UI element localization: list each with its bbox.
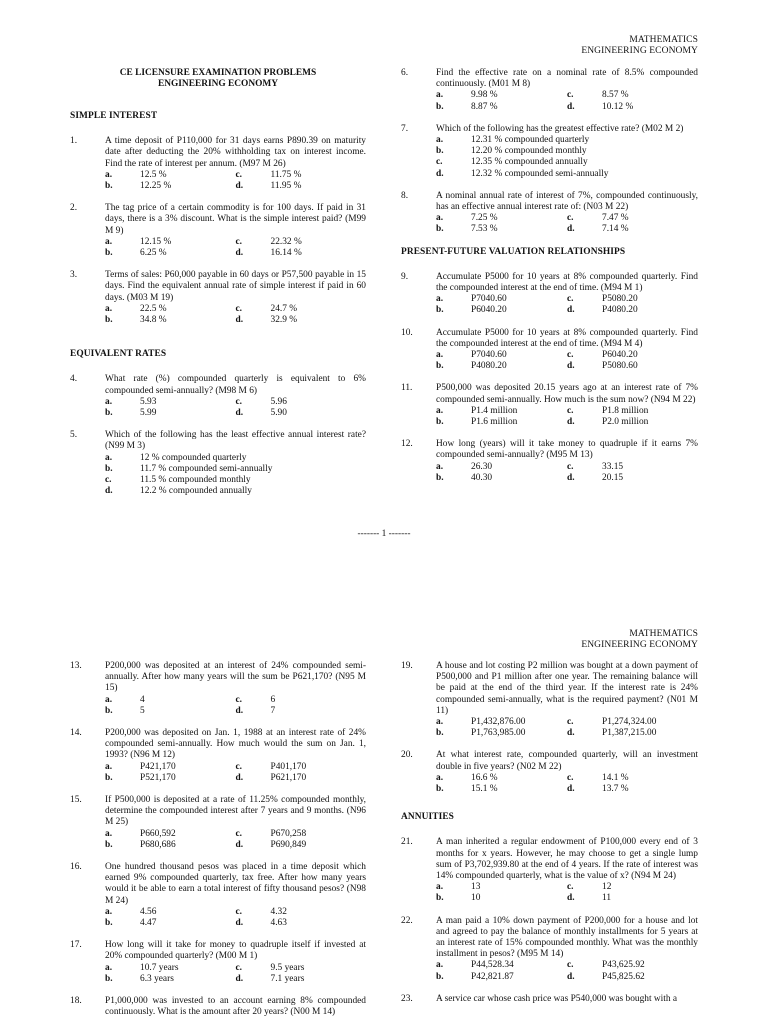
- problem-question: How long will it take for money to quadruple itself if invested at 20% compounded quarterly? (M00 M 1): [105, 940, 366, 962]
- choice-d: 13.7 %: [602, 784, 629, 795]
- choice-c: 24.7 %: [270, 303, 298, 314]
- header-subject: MATHEMATICS: [629, 35, 698, 45]
- choices: a. 12.15 % c. 22.32 % b. 6.25 % d. 16.14 %: [105, 236, 302, 259]
- problem-question: The tag price of a certain commodity is for 100 days. If paid in 31 days, there is a 3% discount. What is the simple interest paid? (M99 M 9): [105, 203, 366, 236]
- choice-a: 12.31 % compounded quarterly: [471, 135, 590, 146]
- choice-b: 8.87 %: [471, 101, 498, 112]
- problem-3: [70, 270, 366, 326]
- choice-b: P680,686: [140, 839, 176, 850]
- choice-b: 7.53 %: [471, 224, 498, 235]
- problem-question: A nominal annual rate of interest of 7%, compounded continuously, has an effective annual interest rate of: (N03 M 22): [436, 190, 698, 213]
- choice-d: 20.15: [602, 472, 624, 483]
- choices: a. 4 c. 6 b. 5 d. 7: [105, 694, 276, 716]
- problem-17: [70, 940, 366, 985]
- problem-question: At what interest rate, compounded quarterly, will an investment double in five years? (N02 M 22): [436, 750, 698, 772]
- problem-question: Find the effective rate on a nominal rate of 8.5% compounded continuously. (M01 M 8): [436, 68, 698, 90]
- problem-number: 12.: [401, 439, 413, 450]
- problem-number: 19.: [401, 661, 413, 671]
- problem-5: [70, 430, 366, 497]
- choice-b: 40.30: [471, 472, 493, 483]
- choice-c: 4.32: [270, 906, 287, 917]
- right-column: [401, 68, 698, 495]
- choices: a. P7040.60 c. P6040.20 b. P4080.20 d. P5080.60: [436, 350, 638, 372]
- choices: a. P44,528.34 c. P43,625.92 b. P42,821.87 d. P45,825.62: [436, 960, 645, 982]
- choice-a: 4: [140, 694, 145, 705]
- choice-d: P4080.20: [602, 305, 638, 316]
- document-title: [70, 68, 366, 90]
- choices: a. P421,170 c. P401,170 b. P521,170 d. P621,170: [105, 761, 307, 783]
- section-simple-interest: SIMPLE INTEREST: [70, 111, 158, 121]
- problem-18: [70, 996, 366, 1018]
- choice-c: 9.5 years: [270, 962, 305, 973]
- left-column: [70, 661, 366, 1024]
- problem-number: 2.: [70, 203, 78, 214]
- choice-b: P6040.20: [471, 305, 507, 316]
- choice-b: 5: [140, 705, 145, 716]
- problem-question: A service car whose cash price was P540,000 was bought with a: [436, 993, 678, 1004]
- choice-c: 7.47 %: [602, 213, 629, 224]
- problem-number: 13.: [70, 661, 82, 671]
- choices: a. P1.4 million c. P1.8 million b. P1.6 million d. P2.0 million: [436, 405, 649, 428]
- choice-a: 13: [471, 882, 481, 893]
- problem-number: 3.: [70, 270, 78, 281]
- choice-c: P401,170: [270, 761, 307, 772]
- choice-b: P4080.20: [471, 361, 507, 372]
- section-equivalent-rates: EQUIVALENT RATES: [70, 349, 167, 360]
- choices: a. P7040.60 c. P5080.20 b. P6040.20 d. P4080.20: [436, 294, 638, 316]
- left-column: [70, 68, 366, 508]
- choice-d: P2.0 million: [602, 417, 649, 428]
- choice-d: 12.2 % compounded annually: [140, 486, 252, 497]
- choice-a: 4.56: [140, 906, 157, 917]
- problem-number: 6.: [401, 68, 409, 78]
- choices: a. 10.7 years c. 9.5 years b. 6.3 years d. 7.1 years: [105, 962, 305, 984]
- choice-c: 11.5 % compounded monthly: [140, 475, 251, 486]
- choice-b: P42,821.87: [471, 971, 514, 982]
- problem-number: 18.: [70, 996, 82, 1007]
- choice-b: 6.25 %: [140, 248, 167, 259]
- problem-9: [401, 272, 698, 317]
- title-line-1: CE LICENSURE EXAMINATION PROBLEMS: [119, 68, 317, 78]
- problem-question: A man inherited a regular endowment of P100,000 every end of 3 months for x years. However, he may choose to get a single lump sum of P3,702,939.80 at the end of 4 years. If the rate of interest was 14% compounded quarterly, what is the value of x? (N94 M 24): [436, 837, 698, 882]
- page-header: [581, 35, 698, 57]
- problem-11: [401, 383, 698, 428]
- choice-d: P621,170: [270, 772, 307, 783]
- choices: a. 4.56 c. 4.32 b. 4.47 d. 4.63: [105, 906, 287, 929]
- header-course: ENGINEERING ECONOMY: [581, 46, 698, 56]
- choices: a. 7.25 % c. 7.47 % b. 7.53 % d. 7.14 %: [436, 213, 629, 235]
- page-number: ------- 1 -------: [357, 529, 411, 539]
- choices: a. 12.5 % c. 11.75 % b. 12.25 % d. 11.95 %: [105, 169, 302, 192]
- choice-d: 12.32 % compounded semi-annually: [471, 168, 609, 179]
- problem-question: P1,000,000 was invested to an account earning 8% compounded continuously. What is the amount after 20 years? (N00 M 14): [105, 996, 366, 1018]
- choice-c: P43,625.92: [602, 960, 645, 971]
- choice-b: 15.1 %: [471, 784, 498, 795]
- choice-b: 12.25 %: [140, 181, 172, 192]
- title-line-2: ENGINEERING ECONOMY: [157, 79, 279, 89]
- choice-d: 32.9 %: [270, 315, 298, 326]
- problem-question: If P500,000 is deposited at a rate of 11.25% compounded monthly, determine the compounded interest after 7 years and 9 months. (N96 M 25): [105, 795, 366, 828]
- choice-d: 10.12 %: [602, 101, 634, 112]
- choice-a: 5.93: [140, 396, 157, 407]
- problem-number: 5.: [70, 430, 78, 441]
- section-annuities: ANNUITIES: [401, 812, 454, 823]
- choice-a: 12 % compounded quarterly: [140, 452, 247, 463]
- page-header: [581, 629, 698, 651]
- choice-c: 12.35 % compounded annually: [471, 157, 588, 168]
- problem-question: Terms of sales: P60,000 payable in 60 days or P57,500 payable in 15 days. Find the equivalent annual rate of simple interest if paid in 60 days. (M03 M 19): [105, 270, 366, 303]
- problem-question: Which of the following has the least effective annual interest rate? (N99 M 3): [105, 430, 366, 452]
- problem-number: 8.: [401, 190, 409, 201]
- choice-b: 5.99: [140, 408, 157, 419]
- choice-b: 6.3 years: [140, 973, 174, 984]
- choices: a. 16.6 % c. 14.1 % b. 15.1 % d. 13.7 %: [436, 772, 629, 795]
- problem-number: 11.: [401, 383, 413, 394]
- problem-question: A house and lot costing P2 million was bought at a down payment of P500,000 and P1 million after one year. The remaining balance will be paid at the end of the third year. If the interest rate is 24% compounded semi-annually, what is the required payment? (N01 M 11): [436, 661, 698, 716]
- choice-c: 14.1 %: [602, 772, 629, 783]
- choice-a: 12.15 %: [140, 236, 172, 247]
- problem-question: A man paid a 10% down payment of P200,000 for a house and lot and agreed to pay the balance of monthly installments for 5 years at an interest rate of 15% compounded monthly. What was the monthly installment in pesos? (M95 M 14): [436, 915, 698, 960]
- problem-23: [401, 994, 698, 1005]
- choice-c: 11.75 %: [270, 169, 302, 180]
- problem-number: 7.: [401, 123, 409, 134]
- choice-a: P1,432,876.00: [471, 717, 526, 728]
- choice-d: 7.1 years: [270, 973, 305, 984]
- choices: a. 13 c. 12 b. 10 d. 11: [436, 882, 612, 904]
- section-present-future: PRESENT-FUTURE VALUATION RELATIONSHIPS: [401, 246, 626, 257]
- choice-d: 16.14 %: [270, 248, 302, 259]
- choice-d: 11.95 %: [270, 181, 302, 192]
- choice-a: P421,170: [140, 761, 176, 772]
- problem-question: P200,000 was deposited on Jan. 1, 1988 at an interest rate of 24% compounded semi-annually. How much would the sum on Jan. 1, 1993? (N96 M 12): [105, 728, 366, 761]
- choices: a. 22.5 % c. 24.7 % b. 34.8 % d. 32.9 %: [105, 303, 298, 326]
- choice-a: P44,528.34: [471, 960, 514, 971]
- choice-b: 11.7 % compounded semi-annually: [140, 463, 273, 474]
- choice-b: 12.20 % compounded monthly: [471, 146, 587, 157]
- choice-b: P1,763,985.00: [471, 728, 526, 739]
- problem-number: 23.: [401, 993, 413, 1004]
- choice-d: P690,849: [270, 839, 307, 850]
- page-2: [0, 512, 768, 1024]
- problem-number: 1.: [70, 136, 78, 147]
- choice-c: 22.32 %: [270, 236, 302, 247]
- choices: a. 26.30 c. 33.15 b. 40.30 d. 20.15: [436, 461, 624, 483]
- problem-16: [70, 862, 366, 929]
- problem-22: [401, 916, 698, 983]
- choice-d: 5.90: [270, 408, 287, 419]
- choice-d: 11: [602, 893, 612, 904]
- problem-2: [70, 203, 366, 259]
- problem-4: [70, 374, 366, 419]
- choice-d: P45,825.62: [602, 971, 645, 982]
- choices: a. 5.93 c. 5.96 b. 5.99 d. 5.90: [105, 396, 287, 419]
- choice-c: 6: [270, 694, 276, 705]
- choice-c: 8.57 %: [602, 90, 629, 101]
- problem-number: 14.: [70, 728, 82, 739]
- problem-7: [401, 124, 698, 180]
- choice-d: P5080.60: [602, 361, 638, 372]
- problem-8: [401, 191, 698, 236]
- problem-question: A time deposit of P110,000 for 31 days earns P890.39 on maturity date after deducting the 20% withholding tax on interest income. Find the rate of interest per annum. (M97 M 26): [105, 136, 366, 169]
- choices: a. 12.31 % compounded quarterly b. 12.20 % compounded monthly c. 12.35 % compounded annually d. 12.32 % compounded semi-annually: [436, 135, 609, 179]
- problem-question: Which of the following has the greatest effective rate? (M02 M 2): [436, 123, 684, 134]
- choice-a: 12.5 %: [140, 169, 167, 180]
- problem-number: 17.: [70, 940, 82, 951]
- choice-a: 16.6 %: [471, 772, 498, 783]
- problem-19: [401, 661, 698, 739]
- choice-a: 10.7 years: [140, 962, 179, 973]
- choices: a. 12 % compounded quarterly b. 11.7 % compounded semi-annually c. 11.5 % compounded monthly d. 12.2 % compounded annually: [105, 452, 273, 497]
- choice-b: 10: [471, 893, 481, 904]
- problem-question: One hundred thousand pesos was placed in a time deposit which earned 9% compounded quarterly, tax free. After how many years would it be able to earn a total interest of fifty thousand pesos? (N98 M 24): [105, 862, 366, 906]
- choice-a: 22.5 %: [140, 303, 167, 314]
- problem-1: [70, 136, 366, 192]
- problem-10: [401, 328, 698, 373]
- problem-question: P200,000 was deposited at an interest of 24% compounded semi-annually. After how many years will the sum be P621,170? (N95 M 15): [105, 661, 366, 694]
- right-column: [401, 661, 698, 1016]
- problem-question: Accumulate P5000 for 10 years at 8% compounded quarterly. Find the compounded interest at the end of time. (M94 M 4): [436, 327, 698, 349]
- problem-number: 21.: [401, 837, 413, 848]
- choice-a: 26.30: [471, 461, 493, 472]
- problem-number: 20.: [401, 750, 413, 761]
- header-subject: MATHEMATICS: [629, 629, 698, 639]
- choice-a: P1.4 million: [471, 405, 518, 416]
- choice-a: 9.98 %: [471, 90, 498, 101]
- choice-d: 7: [270, 705, 276, 716]
- choices: a. P660,592 c. P670,258 b. P680,686 d. P690,849: [105, 828, 307, 850]
- choice-a: 7.25 %: [471, 213, 498, 224]
- problem-21: [401, 837, 698, 904]
- problem-6: [401, 68, 698, 113]
- problem-question: Accumulate P5000 for 10 years at 8% compounded quarterly. Find the compounded interest at the end of time. (M94 M 1): [436, 271, 698, 294]
- problem-number: 15.: [70, 795, 82, 806]
- problem-question: What rate (%) compounded quarterly is equivalent to 6% compounded semi-annually? (M98 M 6): [105, 374, 366, 396]
- header-course: ENGINEERING ECONOMY: [581, 640, 698, 650]
- choice-a: P7040.60: [471, 350, 507, 361]
- choice-c: 33.15: [602, 461, 624, 472]
- choice-c: 12: [602, 882, 612, 893]
- problem-question: P500,000 was deposited 20.15 years ago at an interest rate of 7% compounded semi-annually. How much is the sum now? (N94 M 22): [436, 383, 698, 405]
- problem-number: 4.: [70, 374, 78, 385]
- problem-14: [70, 728, 366, 784]
- choice-a: P660,592: [140, 828, 176, 839]
- choice-c: P6040.20: [602, 350, 638, 361]
- problem-13: [70, 661, 366, 717]
- choice-d: P1,387,215.00: [602, 728, 657, 739]
- choices: a. 9.98 % c. 8.57 % b. 8.87 % d. 10.12 %: [436, 90, 634, 112]
- problem-number: 22.: [401, 915, 413, 926]
- choices: a. P1,432,876.00 c. P1,274,324.00 b. P1,763,985.00 d. P1,387,215.00: [436, 717, 657, 739]
- choice-d: 7.14 %: [602, 224, 629, 235]
- problem-12: [401, 439, 698, 484]
- choice-b: P1.6 million: [471, 417, 518, 428]
- problem-number: 16.: [70, 862, 82, 873]
- choice-a: P7040.60: [471, 294, 507, 305]
- choice-b: P521,170: [140, 772, 176, 783]
- choice-c: 5.96: [270, 396, 287, 407]
- problem-number: 9.: [401, 271, 409, 282]
- choice-c: P5080.20: [602, 294, 638, 305]
- choice-b: 34.8 %: [140, 315, 167, 326]
- choice-c: P1.8 million: [602, 405, 649, 416]
- problem-number: 10.: [401, 327, 413, 338]
- choice-d: 4.63: [270, 918, 287, 929]
- choice-c: P1,274,324.00: [602, 717, 657, 728]
- choice-b: 4.47: [140, 918, 157, 929]
- problem-15: [70, 795, 366, 851]
- choice-c: P670,258: [270, 828, 307, 839]
- problem-20: [401, 750, 698, 795]
- problem-question: How long (years) will it take money to quadruple if it earns 7% compounded semi-annually? (M95 M 13): [436, 439, 698, 461]
